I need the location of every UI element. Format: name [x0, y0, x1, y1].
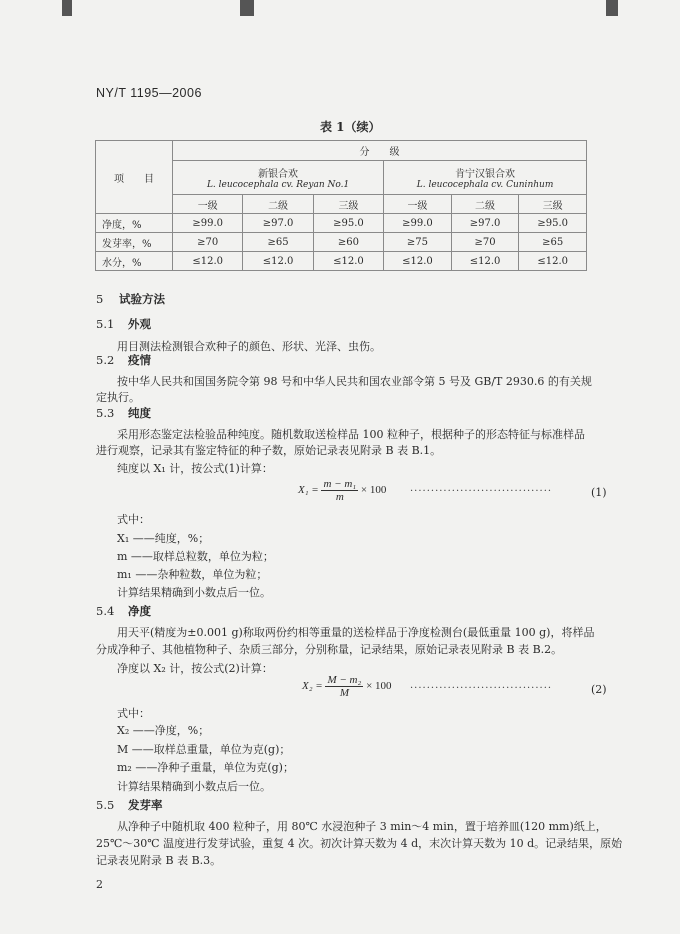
table-row: [96, 214, 587, 233]
variety1-latin: L. leucocephala cv. Reyan No.1: [206, 180, 350, 190]
paragraph-line: 25℃～30℃ 温度进行发芽试验，重复 4 次。初次计算天数为 4 d，末次计算天数为 10 d。记录结果，原始: [96, 837, 623, 850]
page-number: 2: [96, 878, 103, 891]
cell: ≥99.0: [384, 214, 452, 233]
definition: M ——取样总重量，单位为克(g)；: [117, 743, 291, 756]
formula-number: (2): [591, 683, 607, 696]
paragraph-line: 纯度以 X₁ 计，按公式(1)计算：: [117, 462, 273, 475]
definition: X₁ ——纯度，%；: [117, 532, 210, 545]
grade-label: 二级: [451, 195, 519, 214]
table-row: [96, 233, 587, 252]
scan-edge-mark: [240, 0, 254, 16]
section-5-5-heading: [96, 797, 162, 813]
section-number: 5.4: [96, 604, 115, 618]
definition: m₁ ——杂种粒数，单位为粒；: [117, 568, 268, 581]
section-5-3-heading: [96, 405, 151, 421]
formula-fraction: [321, 478, 358, 503]
formula-number: (1): [591, 486, 607, 499]
definition: m₂ ——净种子重量，单位为克(g)；: [117, 761, 294, 774]
section-title: 净度: [127, 604, 151, 618]
section-title: 疫情: [127, 353, 151, 367]
formula-numerator: M − m₂: [327, 674, 362, 686]
cell: ≥70: [173, 233, 243, 252]
grade-header: 分 级: [173, 141, 587, 161]
scan-edge-mark: [606, 0, 618, 16]
table-title: 表 1（续）: [320, 120, 381, 134]
section-title: 发芽率: [127, 798, 163, 812]
cell: ≤12.0: [451, 252, 519, 271]
section-5-1-heading: [96, 316, 151, 332]
cell: ≥65: [519, 233, 587, 252]
section-title: 外观: [127, 317, 151, 331]
section-title: 试验方法: [118, 292, 165, 306]
cell: ≥97.0: [451, 214, 519, 233]
paragraph-line: 分成净种子、其他植物种子、杂质三部分，分别称量，记录结果，原始记录表见附录 B 表 B.2。: [96, 643, 563, 656]
leader-dots: ··································: [410, 683, 553, 694]
grade-label: 二级: [243, 195, 313, 214]
cell: ≥97.0: [243, 214, 313, 233]
section-number: 5.1: [96, 317, 115, 331]
section-number: 5.5: [96, 798, 115, 812]
formula-rhs: × 100: [366, 680, 392, 693]
variety2-latin: L. leucocephala cv. Cuninhum: [416, 180, 554, 190]
paragraph-line: 记录表见附录 B 表 B.3。: [96, 854, 222, 867]
leader-dots: ··································: [410, 486, 553, 497]
cell: ≥70: [451, 233, 519, 252]
paragraph-line: 从净种子中随机取 400 粒种子，用 80℃ 水浸泡种子 3 min～4 min，置于培养皿(120 mm)纸上，: [117, 820, 607, 833]
paragraph-line: 定执行。: [96, 391, 140, 404]
cell: ≥99.0: [173, 214, 243, 233]
grade-label: 三级: [519, 195, 587, 214]
section-title: 纯度: [127, 406, 151, 420]
formula-1: [298, 478, 386, 503]
where-label: 式中：: [117, 513, 150, 526]
cell: ≥65: [243, 233, 313, 252]
variety1-cn: 新银合欢: [258, 169, 299, 180]
cell: ≤12.0: [384, 252, 452, 271]
cell: ≤12.0: [173, 252, 243, 271]
formula-fraction: [325, 674, 363, 699]
cell: ≤12.0: [519, 252, 587, 271]
cell: ≥95.0: [313, 214, 383, 233]
definition: m ——取样总粒数，单位为粒；: [117, 550, 274, 563]
standard-number: NY/T 1195—2006: [96, 86, 202, 100]
formula-rhs: × 100: [360, 484, 387, 497]
scan-edge-mark: [62, 0, 72, 16]
formula-lhs: X₁ =: [298, 484, 319, 497]
cell: ≥60: [313, 233, 383, 252]
paragraph-line: 净度以 X₂ 计，按公式(2)计算：: [117, 662, 273, 675]
paragraph: 用目测法检测银合欢种子的颜色、形状、光泽、虫伤。: [117, 340, 381, 353]
section-5-2-heading: [96, 352, 151, 368]
variety2-header: [384, 161, 587, 195]
grade-label: 三级: [313, 195, 383, 214]
table-row: [96, 252, 587, 271]
note: 计算结果精确到小数点后一位。: [117, 586, 271, 599]
row-label: 发芽率，%: [96, 233, 173, 252]
item-header: 项 目: [96, 141, 173, 214]
section-number: 5.3: [96, 406, 115, 420]
formula-lhs: X₂ =: [302, 680, 323, 693]
cell: ≥75: [384, 233, 452, 252]
cell: ≥95.0: [519, 214, 587, 233]
formula-denominator: M: [339, 687, 349, 699]
grade-label: 一级: [173, 195, 243, 214]
cell: ≤12.0: [243, 252, 313, 271]
grade-label: 一级: [384, 195, 452, 214]
section-number: 5.2: [96, 353, 115, 367]
definition: X₂ ——净度，%；: [117, 724, 210, 737]
formula-numerator: m − m₁: [323, 478, 357, 490]
formula-denominator: m: [335, 491, 344, 503]
formula-2: [302, 674, 392, 699]
cell: ≤12.0: [313, 252, 383, 271]
row-label: 水分，%: [96, 252, 173, 271]
variety1-header: [173, 161, 384, 195]
variety2-cn: 肯宁汉银合欢: [455, 169, 516, 180]
section-5-4-heading: [96, 603, 151, 619]
row-label: 净度，%: [96, 214, 173, 233]
note: 计算结果精确到小数点后一位。: [117, 780, 271, 793]
paragraph-line: 按中华人民共和国国务院令第 98 号和中华人民共和国农业部令第 5 号及 GB/T 2930.6 的有关规: [117, 375, 592, 388]
where-label: 式中：: [117, 707, 150, 720]
paragraph-line: 进行观察，记录其有鉴定特征的种子数，原始记录表见附录 B 表 B.1。: [96, 444, 442, 457]
section-number: 5: [96, 292, 104, 306]
paragraph-line: 用天平(精度为±0.001 g)称取两份约相等重量的送检样品于净度检测台(最低重量 100 g)，将样品: [117, 626, 595, 639]
paragraph-line: 采用形态鉴定法检验品种纯度。随机数取送检样品 100 粒种子，根据种子的形态特征与标准样品: [117, 428, 585, 441]
section-5-heading: [96, 291, 165, 307]
grading-table: [95, 140, 587, 271]
